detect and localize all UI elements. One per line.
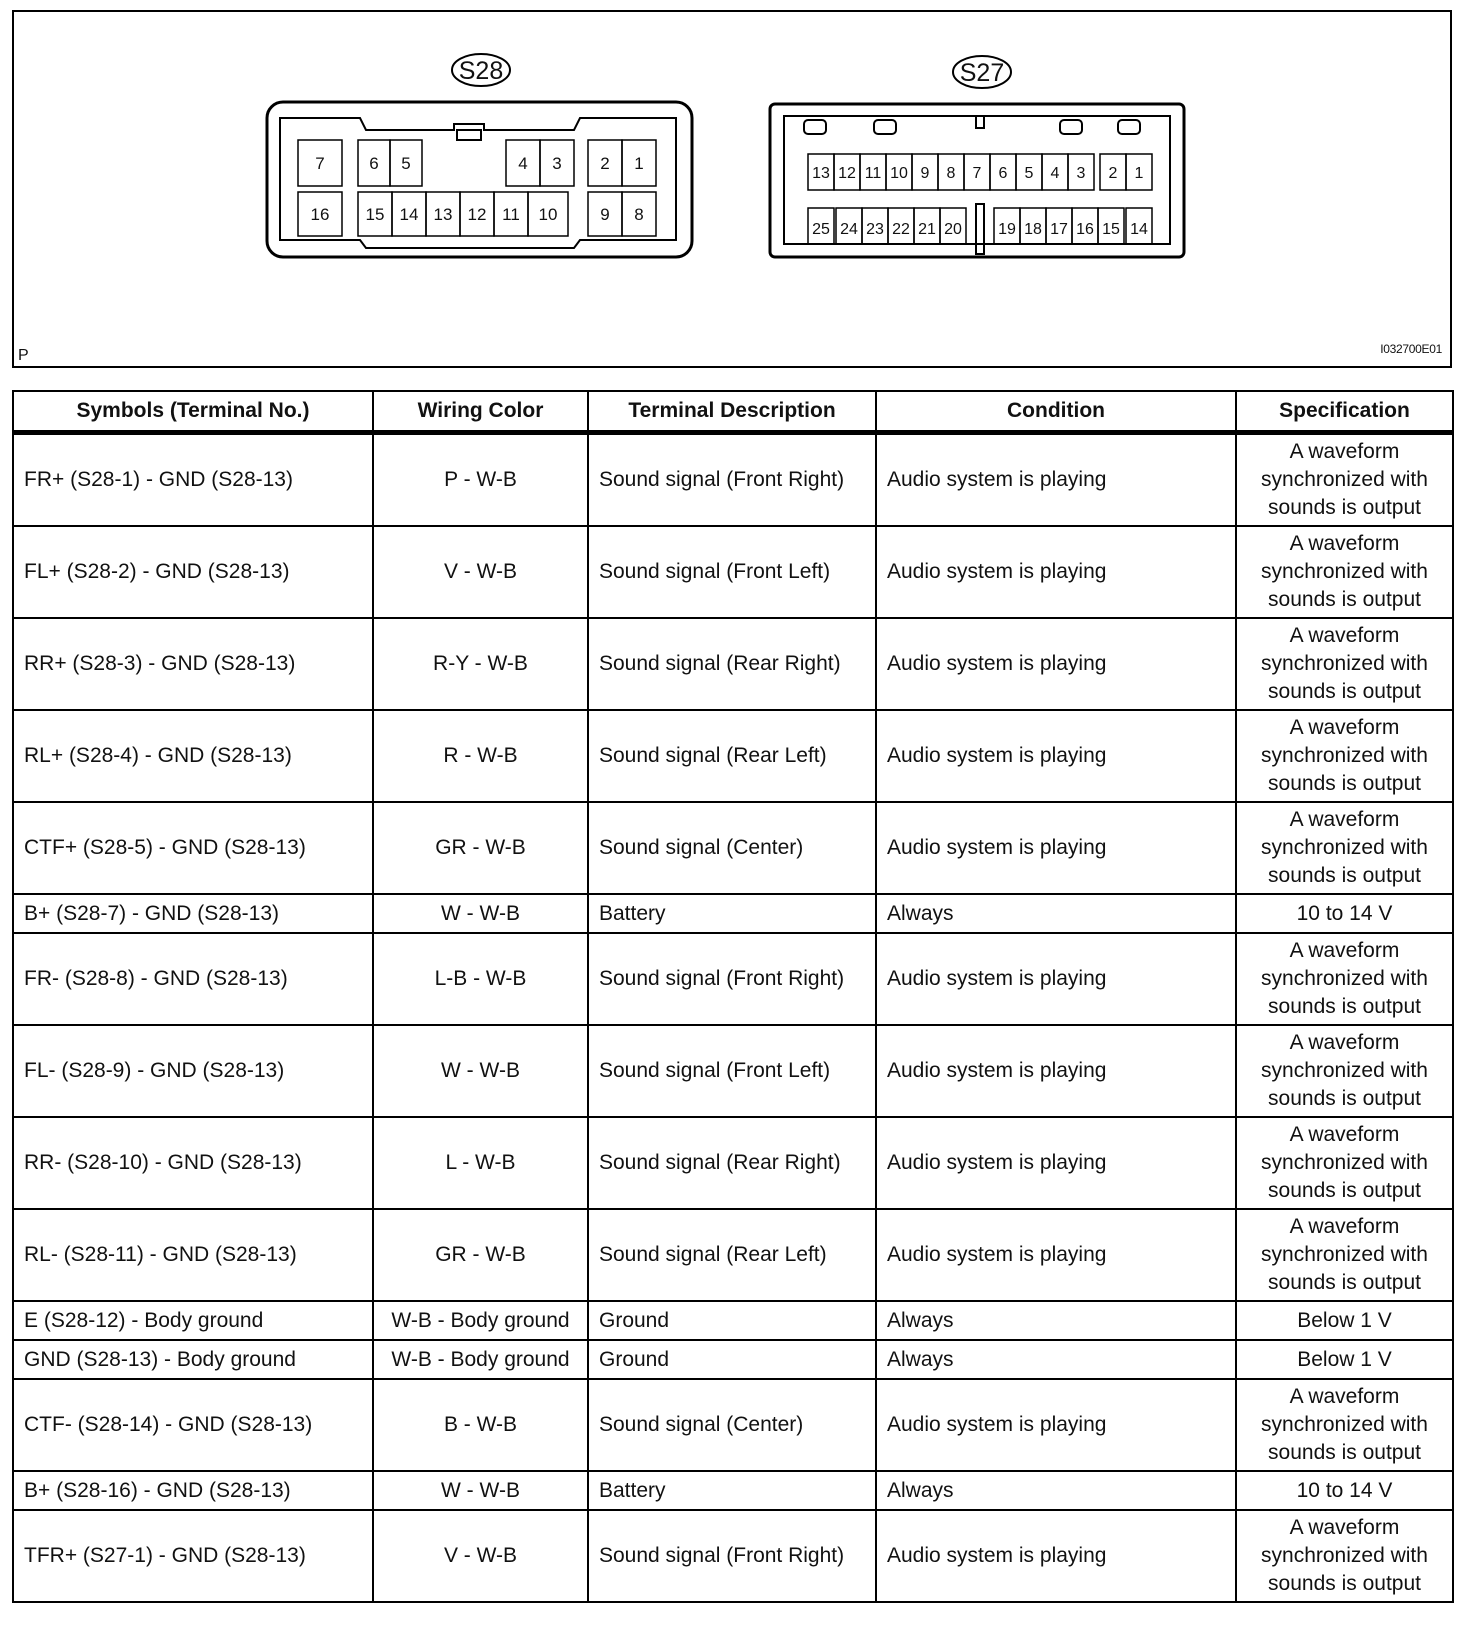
s27-pin-label: 8 <box>946 165 956 182</box>
specification-line: sounds is output <box>1268 1087 1421 1110</box>
specification-line: synchronized with <box>1261 1243 1428 1266</box>
s27-pin-label: 5 <box>1024 165 1034 182</box>
cell-wiring-color: W-B - Body ground <box>373 1301 588 1340</box>
cell-terminal-description: Sound signal (Front Right) <box>588 1510 876 1602</box>
s28-inner-outline <box>280 118 676 248</box>
cell-symbol: GND (S28-13) - Body ground <box>13 1340 373 1379</box>
cell-specification <box>1236 1340 1453 1379</box>
specification-line: synchronized with <box>1261 1059 1428 1082</box>
cell-symbol: RL- (S28-11) - GND (S28-13) <box>13 1209 373 1301</box>
specification-line: sounds is output <box>1268 680 1421 703</box>
specification-line: synchronized with <box>1261 744 1428 767</box>
specification-line: A waveform <box>1289 1385 1400 1408</box>
specification-line: A waveform <box>1289 624 1400 647</box>
cell-terminal-description: Ground <box>588 1340 876 1379</box>
cell-condition: Audio system is playing <box>876 433 1236 527</box>
s28-pin-label: 8 <box>634 205 644 224</box>
specification-line: A waveform <box>1289 440 1400 463</box>
table-row <box>13 433 1453 527</box>
s27-key-slot <box>1118 120 1140 134</box>
col-header-specification: Specification <box>1236 391 1453 433</box>
cell-terminal-description: Sound signal (Rear Right) <box>588 618 876 710</box>
specification-line: synchronized with <box>1261 967 1428 990</box>
cell-terminal-description: Sound signal (Rear Right) <box>588 1117 876 1209</box>
cell-wiring-color: L-B - W-B <box>373 933 588 1025</box>
cell-specification <box>1236 526 1453 618</box>
specification-line: sounds is output <box>1268 588 1421 611</box>
cell-wiring-color: GR - W-B <box>373 802 588 894</box>
specification-line: sounds is output <box>1268 1179 1421 1202</box>
specification-line: A waveform <box>1289 716 1400 739</box>
cell-terminal-description: Ground <box>588 1301 876 1340</box>
cell-symbol: E (S28-12) - Body ground <box>13 1301 373 1340</box>
cell-wiring-color: P - W-B <box>373 433 588 527</box>
cell-terminal-description: Battery <box>588 1471 876 1510</box>
s27-pin-label: 12 <box>838 165 856 182</box>
table-body <box>13 433 1453 1603</box>
s28-pin-label: 11 <box>502 205 520 224</box>
table-row <box>13 894 1453 933</box>
cell-wiring-color: W - W-B <box>373 1025 588 1117</box>
s27-pin-label: 13 <box>812 165 830 182</box>
connector-drawing <box>14 12 1450 366</box>
specification-line: sounds is output <box>1268 864 1421 887</box>
cell-terminal-description: Battery <box>588 894 876 933</box>
s27-pin-label: 1 <box>1134 165 1144 182</box>
cell-symbol: FR+ (S28-1) - GND (S28-13) <box>13 433 373 527</box>
s27-pin-label: 2 <box>1108 165 1118 182</box>
s28-pin-label: 1 <box>634 154 644 173</box>
s28-pin-label: 10 <box>538 205 558 224</box>
specification-line: A waveform <box>1289 1123 1400 1146</box>
cell-wiring-color: R-Y - W-B <box>373 618 588 710</box>
cell-symbol: B+ (S28-16) - GND (S28-13) <box>13 1471 373 1510</box>
cell-specification <box>1236 933 1453 1025</box>
cell-specification <box>1236 802 1453 894</box>
s27-pin-label: 17 <box>1050 221 1068 238</box>
s27-label: S27 <box>959 59 1005 87</box>
s27-pin-label: 16 <box>1076 221 1094 238</box>
specification-line: synchronized with <box>1261 836 1428 859</box>
cell-condition: Always <box>876 894 1236 933</box>
specification-line: sounds is output <box>1268 995 1421 1018</box>
table-row <box>13 1301 1453 1340</box>
s27-pin-label: 6 <box>998 165 1008 182</box>
s27-pin-label: 20 <box>944 221 962 238</box>
corner-tag: P <box>18 347 29 364</box>
s27-key-slot <box>874 120 896 134</box>
s28-pin-label: 9 <box>600 205 610 224</box>
cell-symbol: RL+ (S28-4) - GND (S28-13) <box>13 710 373 802</box>
cell-wiring-color: L - W-B <box>373 1117 588 1209</box>
specification-line: Below 1 V <box>1297 1347 1392 1371</box>
cell-condition: Audio system is playing <box>876 1117 1236 1209</box>
s28-pin-label: 13 <box>433 205 453 224</box>
specification-line: synchronized with <box>1261 652 1428 675</box>
table-row <box>13 526 1453 618</box>
s27-pin-label: 3 <box>1076 165 1086 182</box>
cell-condition: Audio system is playing <box>876 1379 1236 1471</box>
table-row <box>13 1379 1453 1471</box>
cell-terminal-description: Sound signal (Front Left) <box>588 526 876 618</box>
specification-line: A waveform <box>1289 939 1400 962</box>
cell-specification <box>1236 710 1453 802</box>
specification-line: 10 to 14 V <box>1296 1478 1393 1502</box>
s27-pin-label: 24 <box>840 221 858 238</box>
cell-symbol: FR- (S28-8) - GND (S28-13) <box>13 933 373 1025</box>
specification-line: synchronized with <box>1261 468 1428 491</box>
cell-specification <box>1236 1471 1453 1510</box>
s28-latch <box>457 130 481 140</box>
cell-specification <box>1236 1209 1453 1301</box>
specification-line: synchronized with <box>1261 560 1428 583</box>
cell-terminal-description: Sound signal (Rear Left) <box>588 1209 876 1301</box>
cell-condition: Audio system is playing <box>876 933 1236 1025</box>
table-row <box>13 933 1453 1025</box>
s27-pin-label: 10 <box>890 165 908 182</box>
table-row <box>13 1510 1453 1602</box>
table-row <box>13 1340 1453 1379</box>
cell-wiring-color: GR - W-B <box>373 1209 588 1301</box>
cell-specification <box>1236 1379 1453 1471</box>
cell-condition: Audio system is playing <box>876 802 1236 894</box>
s27-pin-label: 23 <box>866 221 884 238</box>
cell-condition: Audio system is playing <box>876 1510 1236 1602</box>
cell-terminal-description: Sound signal (Front Right) <box>588 933 876 1025</box>
terminal-table <box>12 390 1454 1603</box>
cell-specification <box>1236 433 1453 527</box>
cell-wiring-color: V - W-B <box>373 1510 588 1602</box>
cell-wiring-color: W - W-B <box>373 1471 588 1510</box>
cell-symbol: B+ (S28-7) - GND (S28-13) <box>13 894 373 933</box>
s28-pin-label: 14 <box>399 205 419 224</box>
cell-symbol: CTF+ (S28-5) - GND (S28-13) <box>13 802 373 894</box>
s28-pin-label: 15 <box>365 205 385 224</box>
specification-line: sounds is output <box>1268 1441 1421 1464</box>
cell-condition: Audio system is playing <box>876 710 1236 802</box>
cell-condition: Always <box>876 1471 1236 1510</box>
cell-symbol: RR- (S28-10) - GND (S28-13) <box>13 1117 373 1209</box>
s27-key-slot <box>804 120 826 134</box>
cell-condition: Audio system is playing <box>876 526 1236 618</box>
connector-diagram <box>12 10 1452 368</box>
cell-symbol: RR+ (S28-3) - GND (S28-13) <box>13 618 373 710</box>
col-header-symbols: Symbols (Terminal No.) <box>13 391 373 433</box>
figure-code: I032700E01 <box>1380 342 1442 356</box>
s28-pin-label: 7 <box>315 154 325 173</box>
table-row <box>13 618 1453 710</box>
specification-line: A waveform <box>1289 808 1400 831</box>
cell-wiring-color: W-B - Body ground <box>373 1340 588 1379</box>
s27-pin-label: 25 <box>812 221 830 238</box>
specification-line: synchronized with <box>1261 1151 1428 1174</box>
s28-pin-label: 12 <box>467 205 487 224</box>
s27-pin-label: 21 <box>918 221 936 238</box>
s28-pin-label: 4 <box>518 154 528 173</box>
col-header-condition: Condition <box>876 391 1236 433</box>
s27-center-rib <box>976 204 984 254</box>
cell-condition: Audio system is playing <box>876 1209 1236 1301</box>
s27-pin-label: 9 <box>920 165 930 182</box>
table-row <box>13 710 1453 802</box>
table-row <box>13 1209 1453 1301</box>
s27-pin-label: 18 <box>1024 221 1042 238</box>
cell-specification <box>1236 1117 1453 1209</box>
col-header-wiring-color: Wiring Color <box>373 391 588 433</box>
specification-line: sounds is output <box>1268 1572 1421 1595</box>
s28-pin-label: 16 <box>310 205 330 224</box>
specification-line: A waveform <box>1289 532 1400 555</box>
col-header-terminal-description: Terminal Description <box>588 391 876 433</box>
cell-terminal-description: Sound signal (Front Left) <box>588 1025 876 1117</box>
cell-symbol: FL+ (S28-2) - GND (S28-13) <box>13 526 373 618</box>
specification-line: synchronized with <box>1261 1544 1428 1567</box>
cell-wiring-color: V - W-B <box>373 526 588 618</box>
table-row <box>13 1025 1453 1117</box>
specification-line: sounds is output <box>1268 496 1421 519</box>
table-row <box>13 802 1453 894</box>
cell-symbol: CTF- (S28-14) - GND (S28-13) <box>13 1379 373 1471</box>
specification-line: Below 1 V <box>1297 1308 1392 1332</box>
specification-line: 10 to 14 V <box>1296 901 1393 925</box>
specification-line: A waveform <box>1289 1516 1400 1539</box>
cell-specification <box>1236 1301 1453 1340</box>
s27-pin-label: 14 <box>1130 221 1148 238</box>
s28-label: S28 <box>458 57 504 85</box>
cell-terminal-description: Sound signal (Front Right) <box>588 433 876 527</box>
cell-condition: Always <box>876 1301 1236 1340</box>
cell-specification <box>1236 1025 1453 1117</box>
cell-condition: Always <box>876 1340 1236 1379</box>
table-row <box>13 1471 1453 1510</box>
s27-pin-label: 4 <box>1050 165 1060 182</box>
cell-specification <box>1236 618 1453 710</box>
cell-wiring-color: B - W-B <box>373 1379 588 1471</box>
cell-specification <box>1236 1510 1453 1602</box>
cell-terminal-description: Sound signal (Rear Left) <box>588 710 876 802</box>
specification-line: sounds is output <box>1268 1271 1421 1294</box>
specification-line: sounds is output <box>1268 772 1421 795</box>
specification-line: A waveform <box>1289 1215 1400 1238</box>
specification-line: synchronized with <box>1261 1413 1428 1436</box>
s27-pin-label: 22 <box>892 221 910 238</box>
cell-terminal-description: Sound signal (Center) <box>588 802 876 894</box>
cell-terminal-description: Sound signal (Center) <box>588 1379 876 1471</box>
s28-pin-label: 6 <box>369 154 379 173</box>
cell-wiring-color: W - W-B <box>373 894 588 933</box>
table-header-row <box>13 391 1453 433</box>
s28-pin-label: 3 <box>552 154 562 173</box>
cell-symbol: FL- (S28-9) - GND (S28-13) <box>13 1025 373 1117</box>
s27-key-slot <box>1060 120 1082 134</box>
s28-pin-label: 2 <box>600 154 610 173</box>
specification-line: A waveform <box>1289 1031 1400 1054</box>
s27-pin-label: 7 <box>972 165 982 182</box>
s27-pin-label: 15 <box>1102 221 1120 238</box>
cell-condition: Audio system is playing <box>876 618 1236 710</box>
cell-condition: Audio system is playing <box>876 1025 1236 1117</box>
cell-symbol: TFR+ (S27-1) - GND (S28-13) <box>13 1510 373 1602</box>
s28-housing <box>267 102 692 257</box>
s27-pin-label: 19 <box>998 221 1016 238</box>
s28-pin-label: 5 <box>401 154 411 173</box>
s27-center-key <box>976 116 984 128</box>
cell-specification <box>1236 894 1453 933</box>
s27-pin-label: 11 <box>864 165 882 182</box>
table-row <box>13 1117 1453 1209</box>
cell-wiring-color: R - W-B <box>373 710 588 802</box>
